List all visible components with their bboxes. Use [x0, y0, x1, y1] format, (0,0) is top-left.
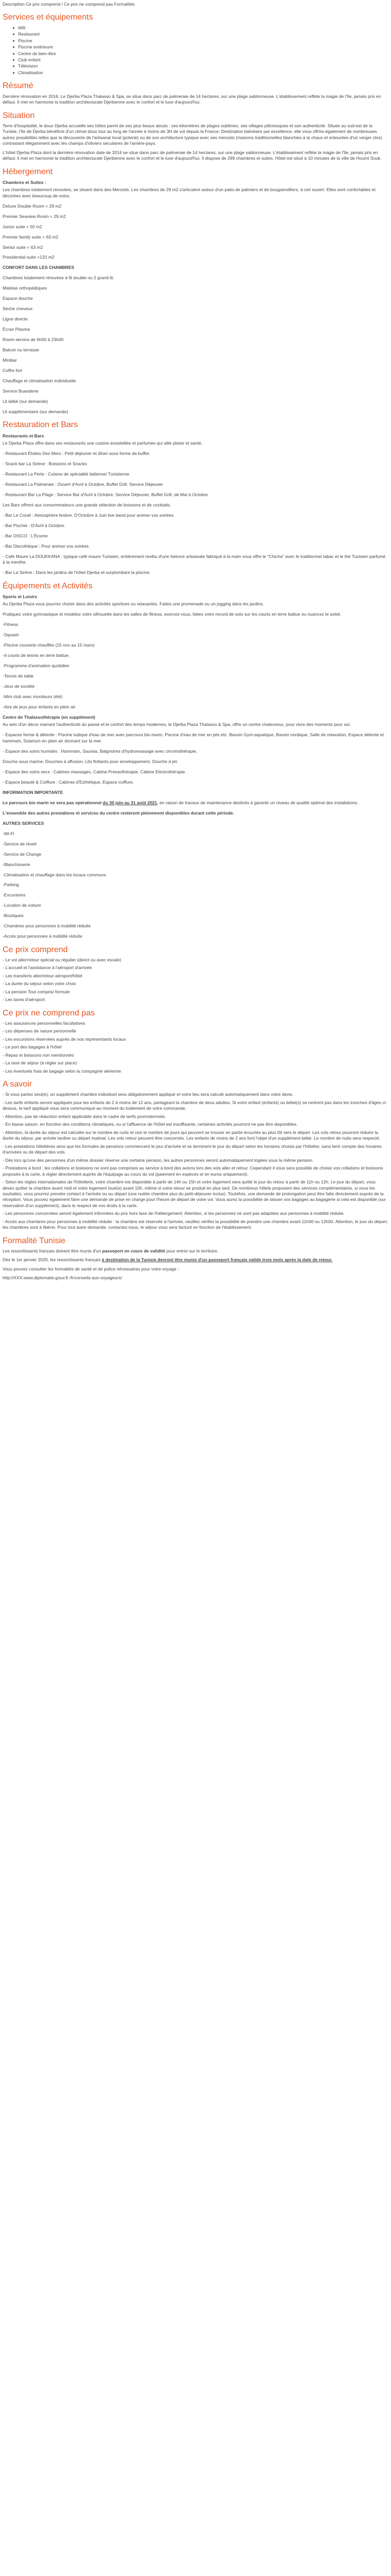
restaurants-subtitle: Restaurants et Bars: [3, 433, 44, 438]
savoir-note: - Attention, la durée du séjour est calculée sur le nombre de nuits et non le nombre de jours qui peuvent se trouver en partie écourtés au plus tôt vers le départ. Les vols retour pourront réduire la durée du séjour, par arrivée tardive ou départ matinal. Les vols retour peuvent être concernés. Les enfants de moins de 2 ans font l'objet d'un supplément bébé. Le nombre de nuits sera respecté.: [3, 1129, 381, 1141]
restauration-title: Restauration et Bars: [3, 420, 78, 430]
comfort-item: Lit supplémentaire (sur demande): [3, 409, 69, 414]
excluded-item: - Les dépenses de nature personnelle: [3, 1028, 76, 1034]
comfort-item: Service Buanderie: [3, 388, 39, 394]
savoir-note: - Dès lors qu'une des personnes d'un même dossier réserve une certaine pension, les autres personnes seront automatiquement logées sous la même pension.: [3, 1157, 314, 1163]
bar-item: - Bar Le Corail : Atmosphère festive. D'Octobre à Juin live band pour animer vos soirées.: [3, 512, 175, 518]
thalasso-text: Au sein d'un décor marrant l'authenticité du passé et le confort des temps modernes, le Djerba Plaza Thalasso & Spa, offre un centre chaleureux, pour vivre des moments pour soi.: [3, 722, 351, 727]
included-item: - La durée du séjour selon votre choix: [3, 981, 76, 987]
formalites-consult: Vous pouvez consulter les formalités de santé et de police nécessaires pour votre voyage :: [3, 1266, 179, 1272]
included-item: - La pension Tout compris/ formule: [3, 989, 70, 994]
comprend-title: Ce prix comprend: [3, 945, 68, 954]
comfort-item: Minibar: [3, 358, 17, 363]
activity-item: -4 courts de tennis en terre battue.: [3, 653, 70, 658]
services-list: [3, 25, 388, 76]
comfort-item: Ligne directe: [3, 316, 28, 322]
bullet-icon: [13, 65, 14, 67]
bullet-icon: [13, 33, 14, 35]
ne-comprend-title: Ce prix ne comprend pas: [3, 1008, 95, 1018]
savoir-note: - Les personnes concernées seront également informées du prix hors taxe de l'hébergement. Attention, si les personnes ne sont pas adaptées aux personnes à mobilité réduite.: [3, 1211, 345, 1216]
other-service: -Excursions: [3, 892, 26, 898]
comfort-item: Lit bébé (sur demande): [3, 399, 48, 404]
included-item: - L'accueil et l'assistance à l'aéroport d'arrivée: [3, 965, 92, 971]
service-item: Climatisation: [13, 70, 388, 76]
thalasso-text: - Espace des soins humides : Hammam, Saunas, Balgnoires d'hydromassage avec chromothérapie,: [3, 748, 198, 754]
bullet-icon: [13, 27, 14, 29]
other-service: -Blanchisserie: [3, 861, 30, 867]
bullet-icon: [13, 59, 14, 61]
services-title-2: AUTRES SERVICES: [3, 820, 44, 826]
room-type: Presidential suite =120 m2: [3, 255, 55, 260]
excluded-item: - La taxe de séjour (à régler sur place): [3, 1060, 77, 1066]
savoir-note: - Les prestations hôtelières ainsi que les formules de pensions commencent le jour d'arrivée et se terminent le jour du départ selon les horaires choisis par l'hôtelier, sans tenir compte des horaires d'arrivées ou de départ des vols.: [3, 1143, 382, 1155]
info-text: Le parcours bio marin ne sera pas opérationnel du 30 juin au 31 août 2021, en raison de travaux de maintenance destinés à garantir un niveau de qualité optimal des installations.: [3, 800, 359, 805]
services-title: Services et équipements: [3, 13, 93, 22]
included-item: - Le vol aller/retour spécial ou régulier (direct ou avec escale): [3, 957, 122, 962]
service-item: Télévision: [13, 63, 388, 69]
situation-title: Situation: [3, 111, 35, 120]
other-service: -Parking: [3, 882, 19, 888]
activites-title: Équipements et Activités: [3, 581, 93, 590]
bars-intro: Les Bars offrent aux consommateurs une grande sélection de boissons et de cocktails.: [3, 502, 171, 507]
resume-text: Dernière rénovation en 2016. Le Djerba Plaza Thalasso & Spa, se situe dans parc de palmeraie de 14 hectares, sur une plage sablonneuse. L'établissement reflète la magie de l'île, jamais pris en défaut. Il met en harmonie la tradition architecturale Djerbienne avec le confort et le luxe d'aujourd'hui.: [3, 93, 381, 105]
sports-subtitle: Sports et Loisirs: [3, 594, 38, 599]
room-type: Premier Seaview Room = 29 m2: [3, 213, 66, 219]
included-item: - Les taxes d'aéroport: [3, 997, 45, 1003]
bar-item: - Bar Pischie : D'Avril à Octobre.: [3, 522, 66, 528]
activity-item: -Fitness: [3, 622, 19, 628]
bullet-icon: [13, 40, 14, 42]
other-service: -Boutiques: [3, 913, 24, 919]
comfort-item: Chambres totalement rénovées à fit double ou 2 grand lit.: [3, 275, 115, 281]
rooms-intro: Les chambres totalement rénovées, se situent dans des Menzels. Les chambres de 29 m2 s'articulent autour d'un patio de palmiers et de bougainvilliers, à ciel ouvert. Elles sont confortables et décorées avec beaucoup de soins.: [3, 187, 376, 198]
savoir-notes: [3, 1092, 388, 1230]
service-item: Restaurant: [13, 31, 388, 37]
restaurant-item: - Snack bar La Sirène : Boissons et Snacks: [3, 461, 87, 467]
restaurant-item: - Restaurant La Palmeraie : Ouvert d'Avril à Octobre, Buffet Grill. Service Déjeuner: [3, 482, 163, 487]
bar-extra: - Bar La Sirène : Dans les jardins de l'hôtel Djerba et surplombant la piscine.: [3, 570, 151, 575]
other-service: -Wi-Fi: [3, 831, 14, 836]
activity-item: -Squash: [3, 632, 19, 638]
room-type: Junior suite = 50 m2: [3, 224, 42, 229]
savoir-note: - Les tarifs enfants seront appliqués pour les enfants de 2 à moins de 12 ans, partageant la chambre de deux adultes. Si votre enfant (enfants) ou bébé(s) se rentrent pas dans les tranches d'âges ci-dessus, le tarif appliqué vous sera communiqué au moment du traitement de votre commande.: [3, 1099, 387, 1111]
bar-extra: - Café Maure La DOUKKANA : typique café maure Tunisien, entièrement revêtu d'une faïence artisanale fabriqué à la main vous offre le "Chicha" avec le traditionnel tabac et le thé Tunisien parfumé à la menthe.: [3, 553, 386, 565]
excluded-item: - Les excursions réservées auprès de nos représentants locaux: [3, 1036, 126, 1042]
comfort-item: Chauffage et climatisation individuelle: [3, 378, 76, 384]
excluded-item: - Le port des bagages à l'hôtel: [3, 1044, 62, 1050]
resume-title: Résumé: [3, 81, 34, 91]
thalasso-text: - Espace beauté & Coiffure : Cabines d'Esthétique, Espace coiffure.: [3, 779, 134, 785]
activity-item: -Piscine couverte chauffée (15 nov au 15 mars): [3, 642, 95, 648]
savoir-note: - En basse saison, en fonction des conditions climatiques, ou si l'affluence de l'hôtel est insuffisante, certaines activités pourront ne pas être disponibles.: [3, 1122, 298, 1127]
activites-intro: Au Djerba Plaza vous pourrez choisir dans des activités sportives ou relaxantes. Faites une promenade ou un jogging dans les jardins.: [3, 601, 264, 607]
bullet-icon: [13, 46, 14, 48]
service-item: Wifi: [13, 25, 388, 31]
hebergement-title: Hébergement: [3, 167, 53, 176]
bullet-icon: [13, 53, 14, 55]
activity-item: -Mini club avec moniteurs (été): [3, 694, 63, 700]
header-caption: Description Ce prix comprend / Ce prix ne comprend pas Formalités: [3, 2, 135, 7]
situation-paragraph: Terre d'hospitalité, le doux Djerba accueille ses hôtes parmi de ses plus beaux atouts : ses kilomètres de plages sublimes, ses villages pittoresques et son authenticité. Située au sud-est de la Tunisie, l'île de Djerba bénéficie d'un climat doux tout au long de l'année à moins de 3H de vol depuis la France. Destination balnéaire par excellence, elle vous offrira également de nombreuses autres possibilités telles que la découverte de l'artisanat local (poterie) ou de son architecture typique avec ses menzels (maisons traditionnelles blanchies à la chaux et entourées d'un verger clos) contrastant élégamment avec les champs d'oliviers séculaires de l'arrière-pays.: [3, 123, 382, 146]
thalasso-text: - Espace des soins secs : Cabines massages, Cabine Pressothérapie, Cabine Electrothérapie.: [3, 769, 186, 774]
savoir-note: - Accès aux chambres pour personnes à mobilité réduite : la chambre est réservée à l'arrivée, veuillez vérifier la possibilité de prendre une chambre avant 11h00 ou 12h00. Attention, le jour du départ, les chambres sont à libérer. Pour tout autre demande, contactez-nous, le séjour vous sera facturé en fonction de l'établissement.: [3, 1218, 388, 1230]
savoir-note: - Prestations à bord : les collations et boissons ne sont pas comprises au service à bord des avions lors des vols aller et retour. Cependant il vous sera possible de choisir vos collations et boissons proposés à la carte, à régler directement auprès de l'équipage au cours du vol (paiement en espèces et en euros uniquement).: [3, 1165, 383, 1177]
service-item: Piscine: [13, 38, 388, 44]
activity-item: -Tennis de table: [3, 673, 34, 679]
room-type: Deluxe Double Room = 29 m2: [3, 203, 62, 209]
other-service: -Accès pour personnes à mobilité réduite: [3, 934, 83, 939]
formalites-title: Formalité Tunisie: [3, 1236, 66, 1245]
restaurant-item: - Restaurant La Perle : Cuisine de spécialité italienne/ Tunisienne: [3, 471, 129, 477]
situation-paragraph: L'hôtel Djerba Plaza dont la dernière rénovation date de 2014 se situe dans parc de palmeraie de 14 hectares, sur une plage sablonneuse. L'établissement reflète la magie de l'île, jamais pris en défaut. Il met en harmonie la tradition architecturale Djerbienne avec le confort et le luxe d'aujourd'hui. Il dispose de 299 chambres et suites. Hôtel est situé à 10 minutes de la ville de Houmt Souk.: [3, 149, 382, 161]
formalites-validity: Dès le 1er janvier 2020, les ressortissants français à destination de la Tunisie devront être munis d'un passeport français valide trois mois après la date de retour.: [3, 1257, 333, 1263]
thalasso-text: Douche sous marine, Douches à affusion, Lits flottants pour enveloppement, Douche à jet.: [3, 758, 178, 764]
activity-item: -Aire de jeux pour enfants en plein air: [3, 704, 76, 710]
savoir-note: - Attention, pas de réduction enfant applicable dans le cadre de tarifs promotionnels.: [3, 1113, 166, 1119]
formalites-passport: Les ressortissants français doivent être munis d'un passeport en cours de validité pour entrer sur le territoire.: [3, 1248, 219, 1253]
comfort-item: Écran Plasma: [3, 327, 30, 332]
comfort-item: Coffre fort: [3, 368, 22, 374]
comfort-item: Espace douche: [3, 296, 33, 301]
bullet-icon: [13, 72, 14, 74]
thalasso-title: Centre de Thalassothérapie (en supplément): [3, 715, 95, 720]
activity-item: -Jeux de société: [3, 684, 35, 689]
rooms-subtitle: Chambres et Suites :: [3, 179, 46, 185]
excluded-item: - Les éventuels frais de bagage selon la compagnie aérienne: [3, 1068, 121, 1074]
comfort-item: Matelas orthopédiques: [3, 285, 47, 291]
activites-intro: Pratiquez votre gymnastique et modelez votre silhouette dans les salles de fitness, exercez-vous, faites votre record de solo sur les courts en terre battue ou nuancez le soleil.: [3, 612, 341, 617]
restaurant-item: - Restaurant Étoiles Des Mers : Petit déjeuner et dîner sous forme de buffet.: [3, 451, 151, 456]
other-service: -Location de voiture: [3, 903, 41, 908]
comfort-item: Sèche cheveux: [3, 306, 33, 312]
comfort-item: Balcon ou terrasse: [3, 347, 39, 353]
bar-item: - Bar Discothèque : Pour animer vos soirées.: [3, 543, 90, 549]
activity-item: -Programme d'animation quotidien: [3, 663, 70, 669]
service-item: Centre de bien-être: [13, 51, 388, 57]
savoir-title: A savoir: [3, 1080, 32, 1089]
room-type: Senior suite = 63 m2: [3, 244, 43, 250]
other-service: -Chambres pour personnes à mobilité réduite: [3, 923, 91, 929]
restauration-intro: Le Djerba Plaza offre dans ses restaurants une cuisine ensoleillée et parfumée qui allie plaisir et santé.: [3, 440, 203, 446]
thalasso-text: - Espaces forme & détente : Piscine ludique d'eau de mer avec parcours bio marin, Piscine d'eau de mer en jets etc. Bassin Gym-aquatique, Bassin nordique, Salle de relaxation, Espace détente et hammam, Solarium en plein air donnant sur la mer.: [3, 732, 384, 743]
service-item: Club enfant: [13, 57, 388, 63]
excluded-item: - Les assurances personnelles facultatives: [3, 1020, 86, 1026]
restaurant-item: - Restaurant Bar La Plage : Service Bar d'Avril à Octobre. Service Déjeuner, Buffet Grill, de Mai à Octobre.: [3, 492, 209, 497]
other-service: -Climatisation et chauffage dans les locaux communs: [3, 872, 106, 877]
service-item: Piscine extérieure: [13, 44, 388, 50]
comfort-title: CONFORT DANS LES CHAMBRES: [3, 265, 74, 270]
info-title: INFORMATION IMPORTANTE: [3, 789, 63, 795]
formalites-link[interactable]: http://XXX.www.diplomatie.gouv.fr /fr/conseils-aux-voyageurs/: [3, 1275, 122, 1281]
bar-item: - Bar DISCO : L'Écume: [3, 533, 48, 538]
savoir-note: - Si vous partez seul(e), un supplément chambre individuel sera obligatoirement appliqué et votre lieu sera calculé automatiquement dans votre devis.: [3, 1092, 294, 1097]
other-service: -Service de Change: [3, 851, 42, 857]
included-item: - Les transferts aller/retour aéroport/hôtel: [3, 973, 83, 978]
info-warning: L'ensemble des autres prestations et services du centre resteront pleinement disponibles durant cette période.: [3, 810, 234, 816]
other-service: -Service de réveil: [3, 841, 37, 846]
comfort-item: Room service de 6h00 à 23h00: [3, 337, 64, 343]
room-type: Premier family suite = 63 m2: [3, 234, 58, 240]
savoir-note: - Selon les règles internationales de l'hôtellerie, votre chambre est disponible à partir de 14h ou 15h et votre logement sera quitté le jour du retour à partir de 11h ou 12h. Le jour du départ, vous devez quitter la chambre avant midi et votre logement loué(e) avant 10h, même si votre retour se produit en plus tard. De nombreux hôtels proposent des services complémentaires, si vous les souhaitez, vous pourrez prendre contact à l'arrivée ou au départ (une nuitée chambre plus du petit-déjeuner inclus). Toutefois, une demande de prolongation peut être faite directement auprès de la réception. Vous pouvez également faire une demande de prise en charge pour l'heure de départ de votre vol. Vous aurez la possibilité de laisser vos bagages au bagagerie si cela est disponible (sur réservation d'un supplément), dans le respect de vos droits à la carte.: [3, 1179, 386, 1208]
excluded-item: - Repas et boissons non mentionnés: [3, 1052, 74, 1058]
